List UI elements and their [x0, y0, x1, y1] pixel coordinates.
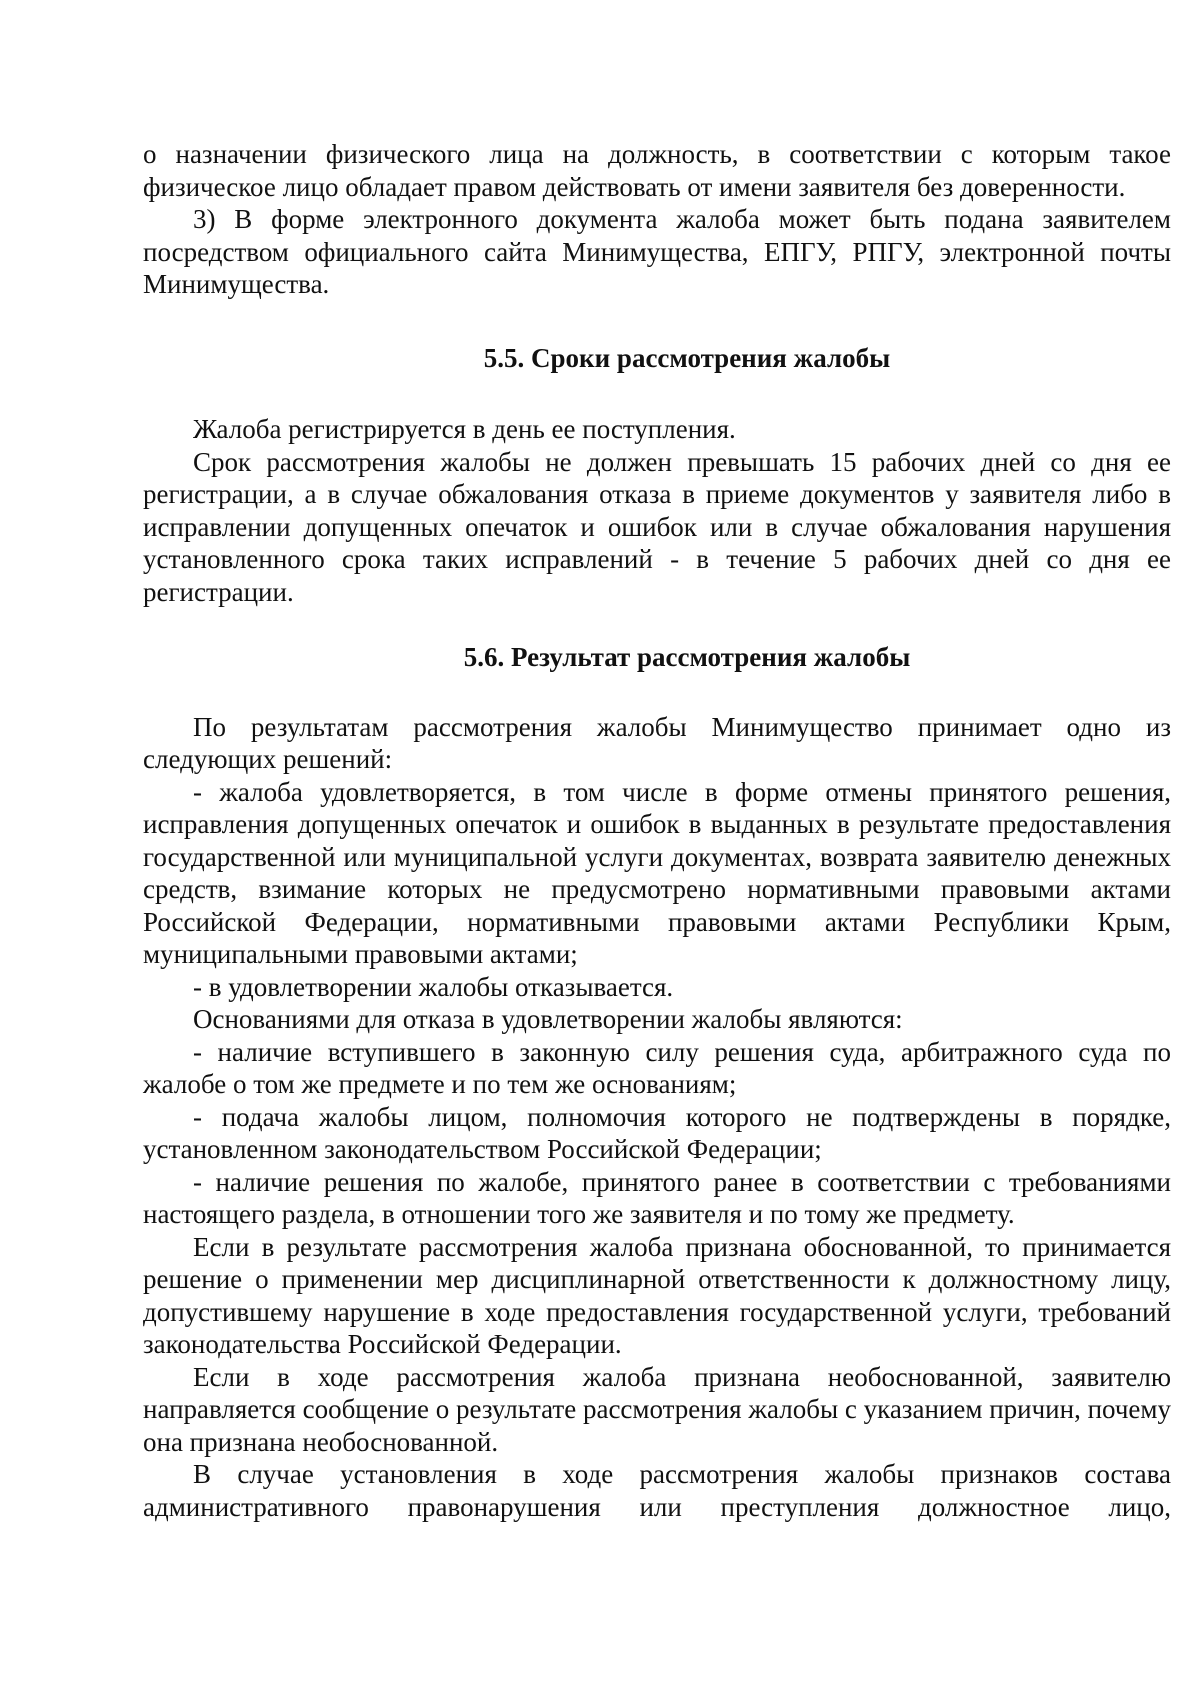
document-body: [143, 138, 1171, 1523]
paragraph-5-6-prior-decision: - наличие решения по жалобе, принятого ранее в соответствии с требованиями настоящего раздела, в отношении того же заявителя и по тому же предмету.: [143, 1166, 1171, 1229]
paragraph-5-6-offense: В случае установления в ходе рассмотрения жалобы признаков состава административного правонарушения или преступления должностное лицо,: [143, 1459, 1171, 1522]
spacer: [143, 674, 1171, 711]
paragraph-5-6-unjustified: Если в ходе рассмотрения жалоба признана необоснованной, заявителю направляется сообщение о результате рассмотрения жалобы с указанием причин, почему она признана необоснованной.: [143, 1361, 1171, 1457]
paragraph-5-6-refused: - в удовлетворении жалобы отказывается.: [193, 971, 674, 1002]
paragraph-5-6-satisfied: - жалоба удовлетворяется, в том числе в форме отмены принятого решения, исправления допущенных опечаток и ошибок в выданных в результате предоставления государственной или муниципальной услуги документах, возврата заявителю денежных средств, взимание которых не предусмотрено нормативными правовыми актами Российской Федерации, нормативными правовыми актами Республики Крым, муниципальными правовыми актами;: [143, 776, 1171, 969]
spacer: [143, 374, 1171, 413]
paragraph-5-6-unconfirmed-powers: - подача жалобы лицом, полномочия которого не подтверждены в порядке, установленном законодательством Российской Федерации;: [143, 1101, 1171, 1164]
paragraph-5-5-term: Срок рассмотрения жалобы не должен превышать 15 рабочих дней со дня ее регистрации, а в случае обжалования отказа в приеме документов у заявителя либо в исправлении допущенных опечаток и ошибок или в случае обжалования нарушения установленного срока таких исправлений - в течение 5 рабочих дней со дня ее регистрации.: [143, 446, 1171, 607]
section-heading-5-6: 5.6. Результат рассмотрения жалобы: [463, 642, 911, 672]
paragraph-5-6-justified: Если в результате рассмотрения жалоба признана обоснованной, то принимается решение о применении мер дисциплинарной ответственности к должностному лицу, допустившему нарушение в ходе предоставления государственной услуги, требований законодательства Российской Федерации.: [143, 1231, 1171, 1359]
spacer: [143, 608, 1171, 641]
paragraph-5-5-registration: Жалоба регистрируется в день ее поступления.: [193, 414, 736, 444]
spacer: [143, 301, 1171, 342]
paragraph-5-6-grounds: Основаниями для отказа в удовлетворении жалобы являются:: [193, 1004, 903, 1034]
paragraph-intro: о назначении физического лица на должность, в соответствии с которым такое физическое лицо обладает правом действовать от имени заявителя без доверенности.: [143, 139, 1171, 202]
paragraph-item-3: 3) В форме электронного документа жалоба может быть подана заявителем посредством официального сайта Минимущества, ЕПГУ, РПГУ, электронной почты Минимущества.: [143, 204, 1171, 299]
paragraph-5-6-decisions: По результатам рассмотрения жалобы Минимущество принимает одно из следующих решений:: [143, 711, 1171, 774]
section-heading-5-5: 5.5. Сроки рассмотрения жалобы: [483, 342, 891, 373]
paragraph-5-6-court-decision: - наличие вступившего в законную силу решения суда, арбитражного суда по жалобе о том же предмете и по тем же основаниям;: [143, 1036, 1171, 1099]
